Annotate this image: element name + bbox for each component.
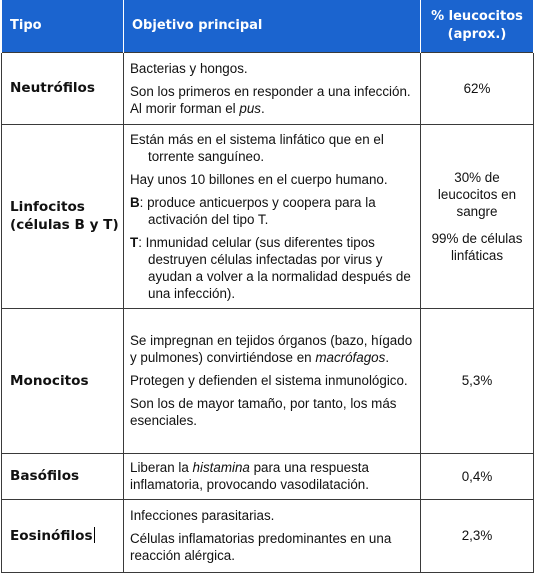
tipo-text: Eosinófilos [10,527,93,544]
text-run: para una respuesta inflamatoria, provocando vasodilatación. [130,460,369,492]
objetivo-paragraph: Protegen y defienden el sistema inmunológico. [130,373,408,388]
objetivo-paragraph [130,194,414,228]
cell-porcentaje: 0,4% [421,453,534,499]
header-objetivo: Objetivo principal [124,0,421,52]
header-porcentaje [421,0,534,52]
cell-tipo: Neutrófilos [2,52,124,124]
objetivo-paragraph [130,332,414,366]
leucocitos-table [1,0,534,573]
italic-term: macrófagos [315,350,386,365]
text-run: Son los primeros en responder a una infección. Al morir forman el [130,83,411,116]
objetivo-paragraph [130,459,414,493]
cell-tipo: Monocitos [2,308,124,453]
valor-paragraph: 30% de leucocitos en sangre [437,169,517,219]
tipo-line: Linfocitos [10,199,85,215]
objetivo-paragraph [130,83,414,117]
table-row [2,52,534,124]
cell-tipo: Basófilos [2,453,124,499]
text-cursor [94,527,95,543]
objetivo-paragraph: Infecciones parasitarias. [130,508,275,523]
cell-tipo [2,124,124,308]
label-b: B [130,194,140,210]
header-porcentaje-line2: (aprox.) [447,26,507,42]
objetivo-paragraph: Células inflamatorias predominantes en una reacción alérgica. [130,531,392,563]
label-t: T [130,234,139,250]
text-run: . [385,350,390,365]
cell-objetivo [124,308,421,453]
text-run: Se impregnan en tejidos órganos (bazo, hígado y pulmones) convirtiéndose en [130,333,413,365]
table-row [2,453,534,499]
table-row [2,308,534,453]
cell-objetivo [124,453,421,499]
objetivo-paragraph: Bacterias y hongos. [130,60,248,76]
header-tipo: Tipo [2,0,124,52]
cell-porcentaje: 5,3% [421,308,534,453]
text-run: . [260,100,265,116]
valor-paragraph: 99% de células linfáticas [431,230,523,263]
cell-objetivo [124,124,421,308]
cell-objetivo [124,499,421,572]
objetivo-paragraph: Son los de mayor tamaño, por tanto, los más esenciales. [130,396,397,428]
objetivo-paragraph: Están más en el sistema linfático que en el torrente sanguíneo. [130,131,384,164]
table-row [2,124,534,308]
tipo-line: (células B y T) [10,217,119,233]
cell-tipo[interactable] [2,499,124,572]
cell-porcentaje: 2,3% [421,499,534,572]
objetivo-paragraph [130,234,414,302]
cell-objetivo [124,52,421,124]
cell-porcentaje [421,124,534,308]
header-porcentaje-line1: % leucocitos [431,8,523,24]
text-run: : produce anticuerpos y coopera para la activación del tipo T. [139,194,376,227]
italic-term: pus [239,100,261,116]
text-run: Liberan la [130,460,193,475]
italic-term: histamina [192,460,250,475]
cell-porcentaje: 62% [421,52,534,124]
objetivo-paragraph: Hay unos 10 billones en el cuerpo humano. [130,171,388,187]
table-row [2,499,534,572]
text-run: : Inmunidad celular (sus diferentes tipos destruyen células infectadas por virus y ayudan a volver a la normalidad después de una infección). [138,234,411,301]
table-header-row [2,0,534,52]
